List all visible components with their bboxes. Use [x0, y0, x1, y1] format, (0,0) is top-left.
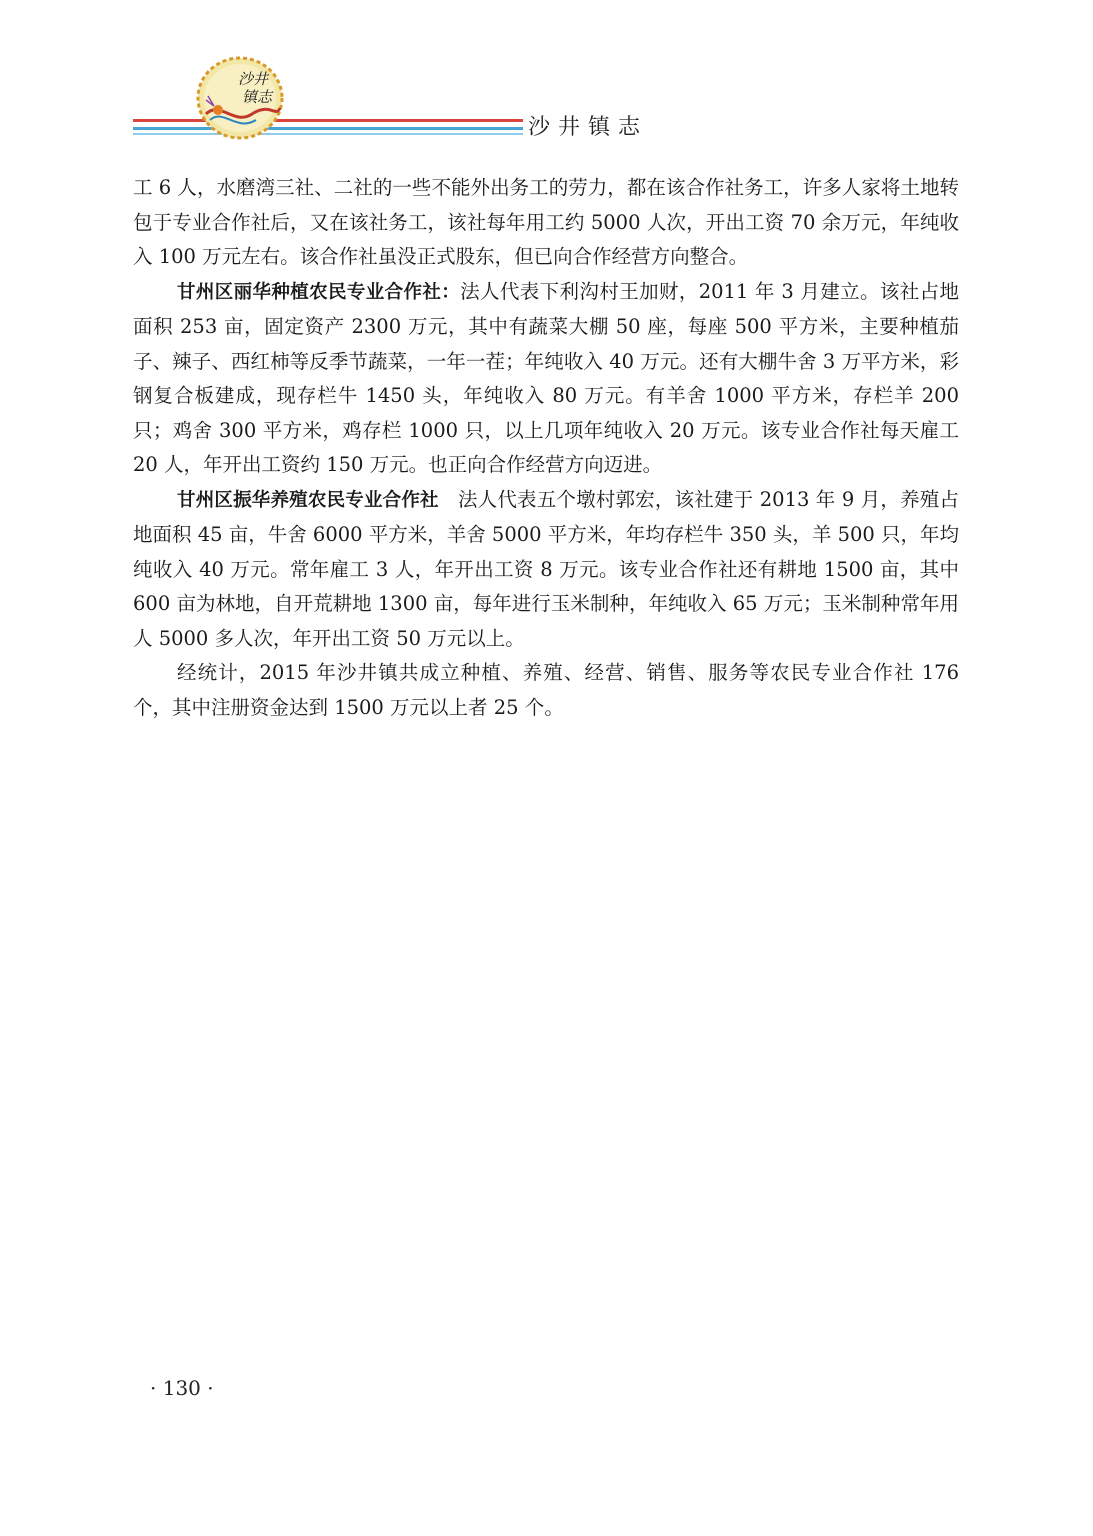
- body-paragraph-1: 工 6 人，水磨湾三社、二社的一些不能外出务工的劳力，都在该合作社务工，许多人家将土地转包于专业合作社后，又在该社务工，该社每年用工约 5000 人次，开出工资 70 余万元，年纯收入 100 万元左右。该合作社虽没正式股东，但已向合作经营方向整合。: [133, 176, 959, 268]
- header-rule-red: [133, 119, 523, 122]
- running-title: 沙井镇志: [528, 115, 649, 140]
- header-rule-light-blue: [133, 133, 523, 135]
- page-header: [0, 0, 1093, 160]
- seal-text-line2: 镇志: [242, 88, 273, 106]
- header-rule-blue: [133, 127, 523, 130]
- body-paragraph-2: [133, 275, 959, 483]
- book-seal-emblem: [196, 56, 284, 140]
- page-number: · 130 ·: [150, 1376, 214, 1400]
- body-paragraph-3-text: 法人代表五个墩村郭宏，该社建于 2013 年 9 月，养殖占地面积 45 亩，牛舍 6000 平方米，羊舍 5000 平方米，年均存栏牛 350 头，羊 500 只，年均纯收入 40 万元。常年雇工 3 人，年开出工资 8 万元。该专业合作社还有耕地 1500 亩，其中 600 亩为林地，自开荒耕地 1300 亩，每年进行玉米制种，年纯收入 65 万元；玉米制种常年用人 5000 多人次，年开出工资 50 万元以上。: [133, 487, 959, 650]
- body-paragraph-4: 经统计，2015 年沙井镇共成立种植、养殖、经营、销售、服务等农民专业合作社 176 个，其中注册资金达到 1500 万元以上者 25 个。: [133, 661, 959, 719]
- seal-text-line1: 沙井: [238, 70, 269, 88]
- cooperative-name-lihua: 甘州区丽华种植农民专业合作社：: [177, 281, 461, 303]
- cooperative-name-zhenhua: 甘州区振华养殖农民专业合作社: [177, 489, 439, 511]
- body-paragraph-3: [133, 483, 959, 657]
- page-content: [133, 171, 959, 725]
- body-paragraph-2-text: 法人代表下利沟村王加财，2011 年 3 月建立。该社占地面积 253 亩，固定资产 2300 万元，其中有蔬菜大棚 50 座，每座 500 平方米，主要种植茄子、辣子、西红柿等反季节蔬菜，一年一茬；年纯收入 40 万元。还有大棚牛舍 3 万平方米，彩钢复合板建成，现存栏牛 1450 头，年纯收入 80 万元。有羊舍 1000 平方米，存栏羊 200 只；鸡舍 300 平方米，鸡存栏 1000 只，以上几项年纯收入 20 万元。该专业合作社每天雇工 20 人，年开出工资约 150 万元。也正向合作经营方向迈进。: [133, 279, 959, 476]
